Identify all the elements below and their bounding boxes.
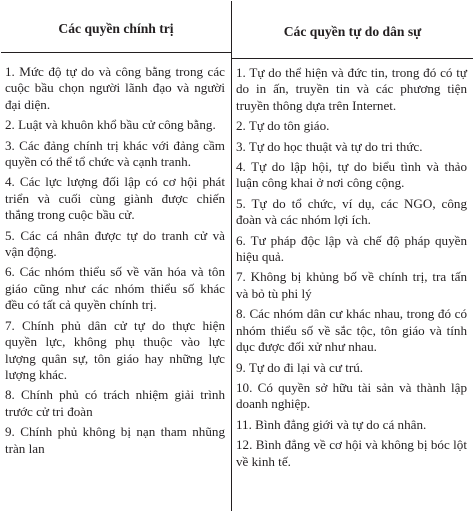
list-item: 8. Chính phủ có trách nhiệm giải trình trước cử tri đoàn xyxy=(5,387,225,419)
list-item: 3. Tự do học thuật và tự do tri thức. xyxy=(236,138,423,154)
civil-liberties-list xyxy=(232,59,473,474)
list-item: 6. Các nhóm thiểu số về văn hóa và tôn giáo cũng như các nhóm thiểu số khác đều có tất cả quyền chính trị. xyxy=(5,264,225,313)
list-item: 1. Mức độ tự do và công bằng trong các cuộc bầu chọn người lãnh đạo và người đại diện. xyxy=(5,64,225,112)
civil-liberties-column xyxy=(232,1,473,511)
list-item: 4. Tự do lập hội, tự do biểu tình và thảo luận công khai ở nơi công cộng. xyxy=(236,159,467,191)
list-item: 12. Bình đẳng về cơ hội và không bị bóc lột về kinh tế. xyxy=(236,437,467,469)
list-item: 2. Tự do tôn giáo. xyxy=(236,118,330,134)
list-item: 7. Chính phủ dân cử tự do thực hiện quyền lực, không phụ thuộc vào lực lượng quân sự, tôn giáo hay những lực lượng khác. xyxy=(5,317,225,382)
list-item: 10. Có quyền sở hữu tài sản và thành lập doanh nghiệp. xyxy=(236,379,467,412)
list-item: 2. Luật và khuôn khổ bầu cử công bằng. xyxy=(5,117,216,133)
list-item: 6. Tư pháp độc lập và chế độ pháp quyền hiệu quả. xyxy=(236,232,467,265)
list-item: 11. Bình đẳng giới và tự do cá nhân. xyxy=(236,416,427,432)
political-rights-list xyxy=(1,53,231,461)
list-item: 9. Tự do đi lại và cư trú. xyxy=(236,359,364,375)
political-rights-header: Các quyền chính trị xyxy=(1,1,231,53)
list-item: 3. Các đảng chính trị khác với đảng cầm quyền có thể tổ chức và cạnh tranh. xyxy=(5,137,225,170)
list-item: 1. Tự do thể hiện và đức tin, trong đó có tự do in ấn, truyền tin và các phương tiện truyền thông dựa trên Internet. xyxy=(236,65,467,113)
list-item: 9. Chính phủ không bị nạn tham nhũng tràn lan xyxy=(5,424,225,456)
list-item: 5. Tự do tổ chức, ví dụ, các NGO, công đoàn và các nhóm lợi ích. xyxy=(236,195,467,228)
list-item: 4. Các lực lượng đối lập có cơ hội phát triển và cuối cùng giành được chiến thắng trong cuộc bầu cử. xyxy=(5,174,225,223)
civil-liberties-header: Các quyền tự do dân sự xyxy=(232,1,473,59)
list-item: 8. Các nhóm dân cư khác nhau, trong đó có nhóm thiểu số về sắc tộc, tôn giáo và tính dục được đối xử như nhau. xyxy=(236,306,467,355)
list-item: 7. Không bị khủng bố về chính trị, tra tấn và bỏ tù phi lý xyxy=(236,269,467,301)
list-item: 5. Các cá nhân được tự do tranh cử và vận động. xyxy=(5,227,225,260)
political-rights-column xyxy=(1,1,232,511)
rights-table xyxy=(1,1,473,511)
